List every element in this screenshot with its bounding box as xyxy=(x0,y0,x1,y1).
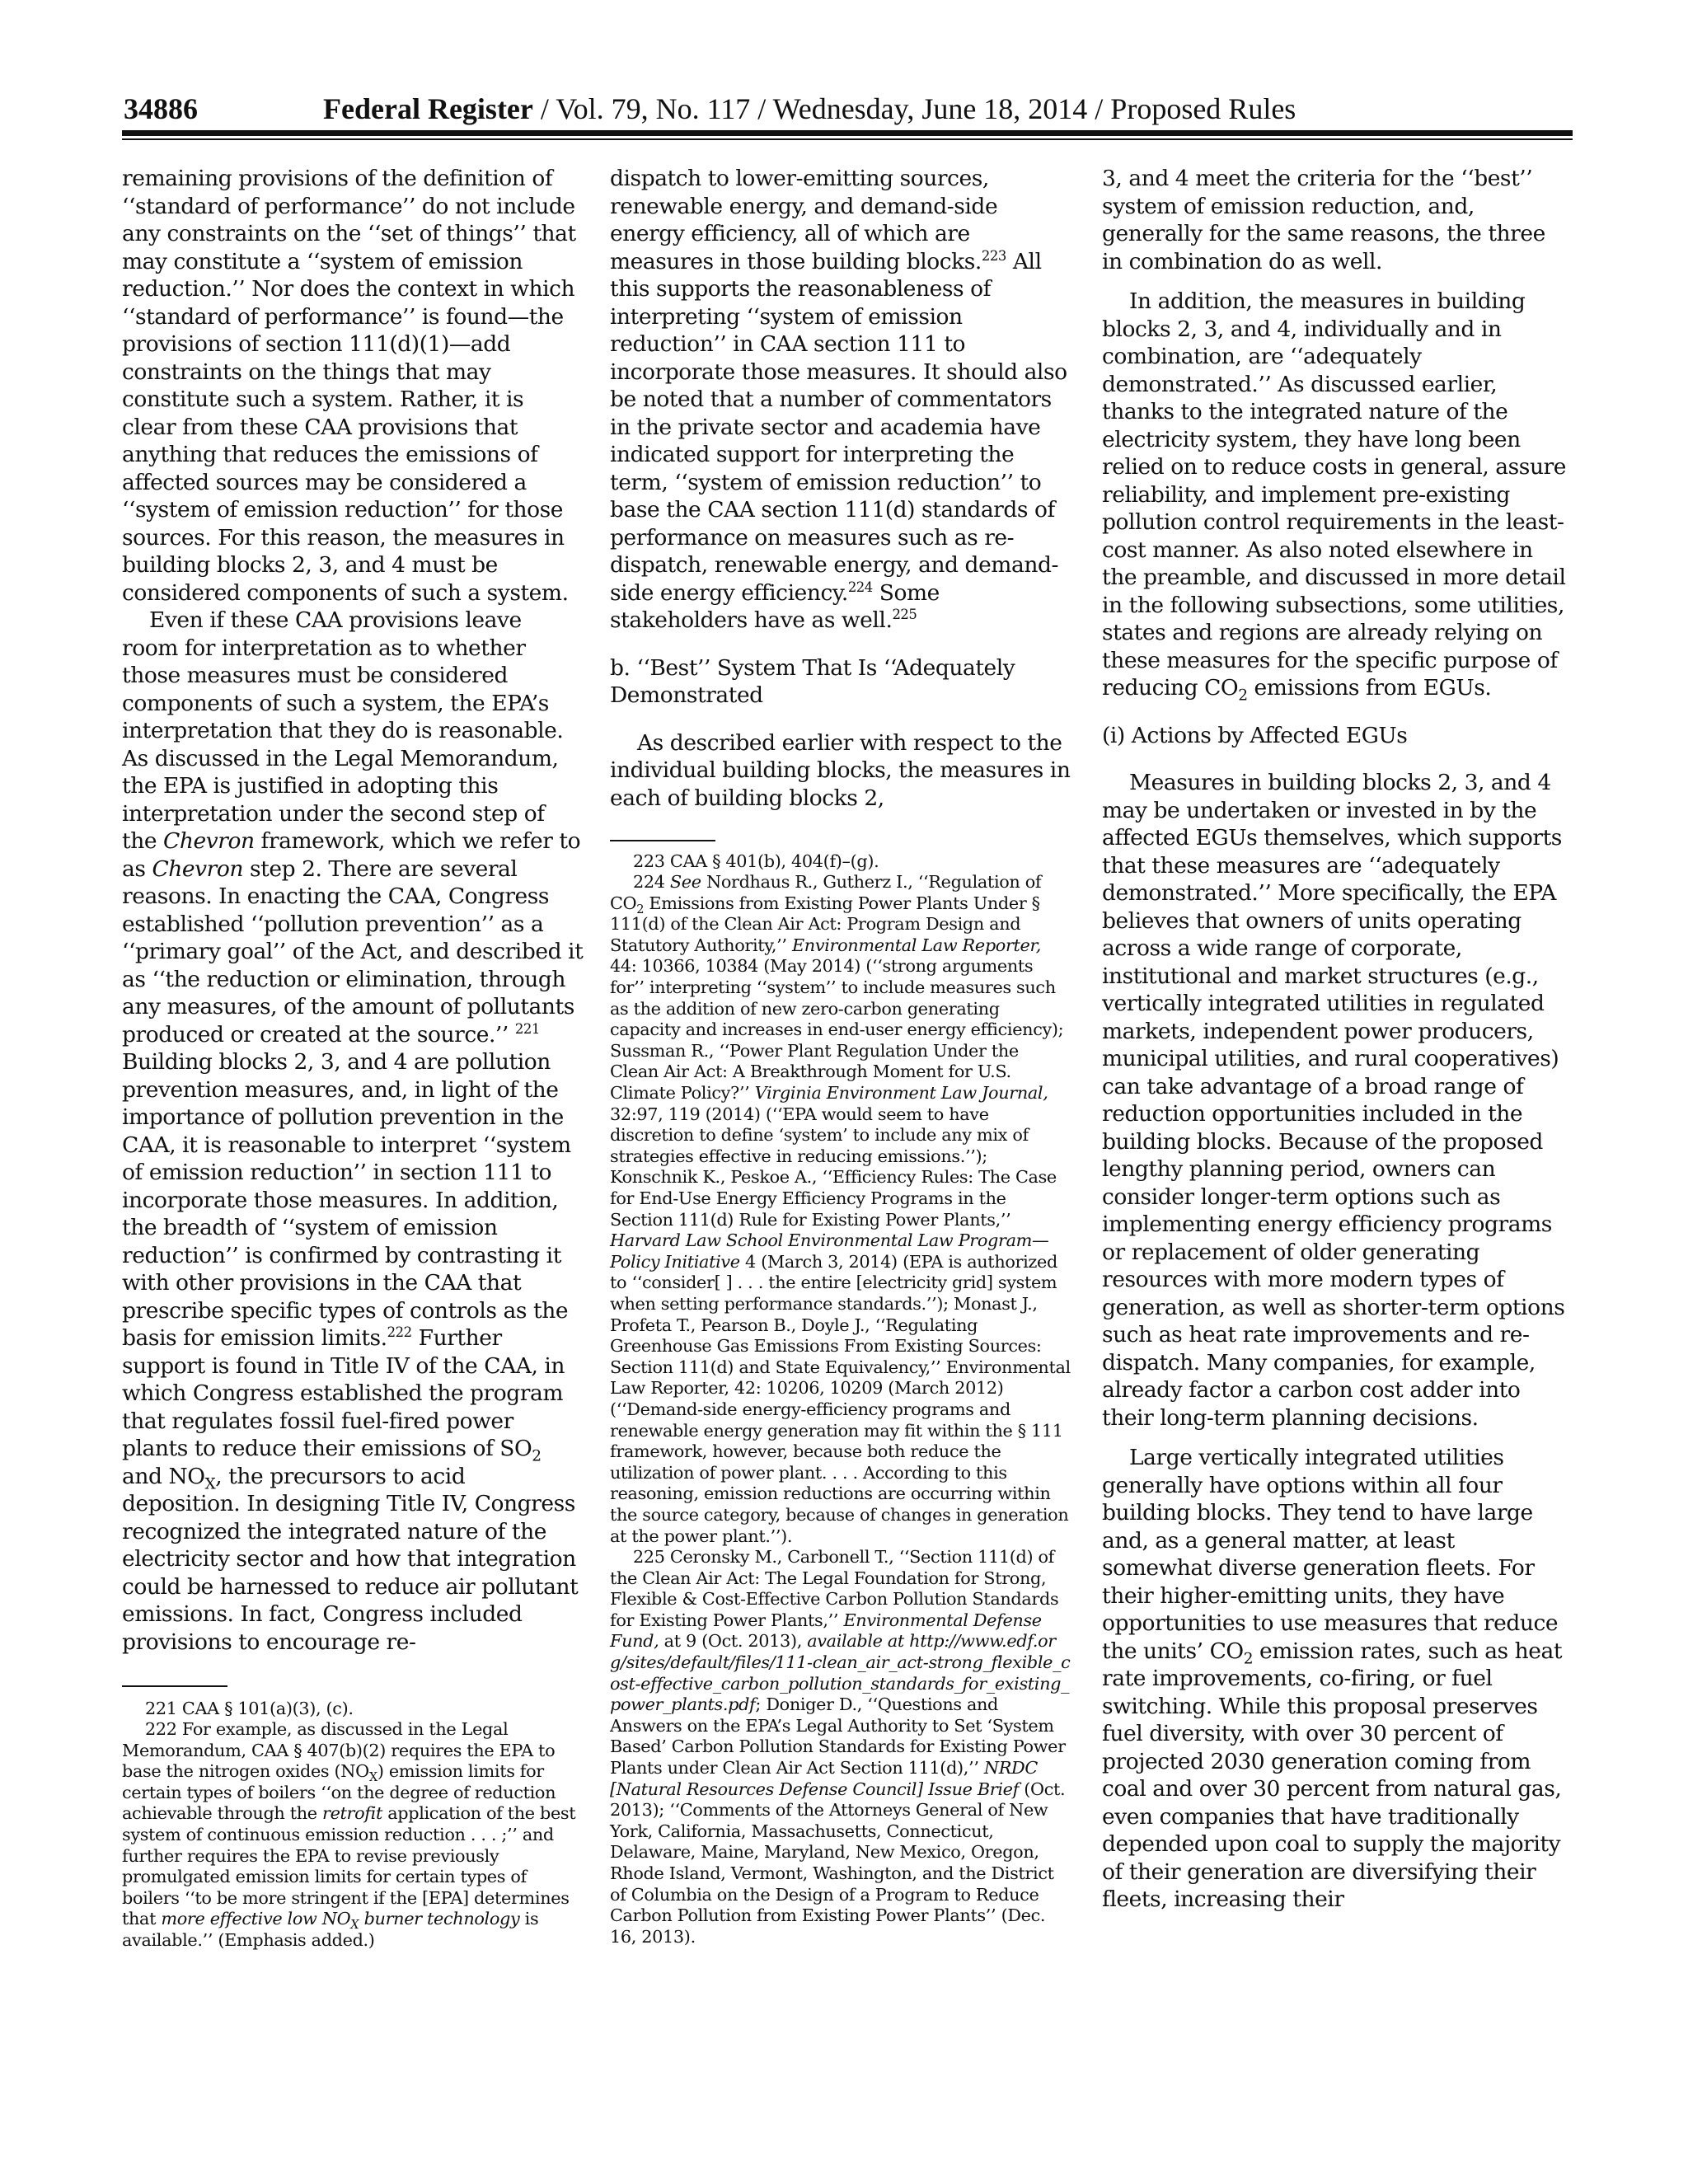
paragraph xyxy=(1102,1444,1568,1914)
case-name: Chevron xyxy=(152,855,244,882)
column-3 xyxy=(1102,165,1568,1914)
subscript: 2 xyxy=(532,1447,542,1465)
text-run: emissions from EGUs. xyxy=(1247,675,1492,701)
case-name: Chevron xyxy=(163,828,255,854)
running-head xyxy=(323,89,1296,129)
text-run: emission rates, such as heat rate improvements, co-firing, or fuel switching. While this proposal preserves fuel diversity, with over 30 percent of projected 2030 generation coming from coal and over 30 percent from natural gas, even companies that have traditionally depended upon coal to supply the majority of their generation are diversifying their fleets, increasing their xyxy=(1102,1638,1563,1912)
page-number: 34886 xyxy=(124,92,198,125)
subscript: X xyxy=(204,1474,216,1493)
footnote-rule xyxy=(610,840,715,841)
text-run: 32:97, 119 (2014) (‘‘EPA would seem to have discretion to define ‘system’ to include any mix of strategies effective in reducing emissions.’’); Konschnik K., Peskoe A., ‘‘Efficiency Rules: The Case for End-Use Energy Efficiency Programs in the Section 111(d) Rule for Existing Power Plants,’’ xyxy=(610,1104,1057,1230)
text-run: 4 (March 3, 2014) (EPA is authorized to ‘‘consider[ ] . . . the entire [electricity grid] system when setting performance standards.’’); Monast J., Profeta T., Pearson B., Doyle J., ‘‘Regulating Greenhouse Gas Emissions From Existing Sources: Section 111(d) and State Equivalency,’’ Environmental Law Reporter, 42: 10206, 10209 (March 2012) (‘‘Demand-side energy-efficiency programs and renewable energy generation may fit within the § 111 framework, however, because both reduce the utilization of power plant. . . . According to this reasoning, emission reductions are occurring within the source category, because of changes in generation at the power plant.’’). xyxy=(610,1251,1071,1546)
text-run: at 9 (Oct. 2013), xyxy=(659,1631,808,1652)
text-run: 44: 10366, 10384 (May 2014) (‘‘strong arguments for’’ interpreting ‘‘system’’ to include measures such as the addition of new zero-carbon generating capacity and increases in end-user energy efficiency); Sussman R., ‘‘Power Plant Regulation Under the Clean Air Act: A Breakthrough Moment for U.S. Climate Policy?’’ xyxy=(610,956,1064,1104)
text-run: 222 For example, as discussed in the Legal Memorandum, CAA § 407(b)(2) requires the EPA to base the nitrogen oxides (NO xyxy=(122,1719,556,1782)
text-run: Large vertically integrated utilities generally have options within all four building blocks. They tend to have large and, as a general matter, at least somewhat diverse generation fleets. For their higher-emitting units, they have opportunities to use measures that reduce the units’ CO xyxy=(1102,1445,1559,1664)
journal-title: Environmental Defense Fund, xyxy=(610,1610,1042,1652)
footnote-221: 221 CAA § 101(a)(3), (c). xyxy=(145,1698,354,1718)
publication-title: Federal Register xyxy=(323,92,533,125)
paragraph xyxy=(610,165,1071,635)
journal-title: NRDC [Natural Resources Defense Council] Issue Brief xyxy=(610,1758,1038,1799)
text-run: , the precursors to acid deposition. In designing Title IV, Congress recognized the integrated nature of the electricity sector and how that integration could be harnessed to reduce air pollutant emissions. In fact, Congress included provisions to encourage re- xyxy=(122,1463,579,1655)
text-run: ) emission limits for certain types of boilers ‘‘on the degree of reduction achievable through the xyxy=(122,1761,556,1824)
journal-title: Environmental Law Reporter, xyxy=(791,935,1042,955)
header-rule-thin xyxy=(122,138,1573,140)
footnote-ref-222[interactable]: 222 xyxy=(387,1324,412,1341)
paragraph xyxy=(1102,288,1568,705)
text-run: Emissions from Existing Power Plants Under § 111(d) of the Clean Air Act: Program Design and Statutory Authority,’’ xyxy=(610,893,1040,955)
text-run: Nordhaus R., Gutherz I., ‘‘Regulation of CO xyxy=(610,872,1042,913)
text-run: and NO xyxy=(122,1463,205,1489)
running-header xyxy=(122,89,1573,129)
header-rule-thick xyxy=(122,130,1573,136)
footnote-222 xyxy=(122,1719,584,1952)
text-run: Building blocks 2, 3, and 4 are pollution prevention measures, and, in light of the importance of pollution prevention in the CAA, it is reasonable to interpret ‘‘system of emission reduction’’ in section 111 to incorporate those measures. In addition, the breadth of ‘‘system of emission reduction’’ is confirmed by contrasting it with other provisions in the CAA that prescribe specific types of controls as the basis for emission limits. xyxy=(122,1049,571,1351)
column-2 xyxy=(610,165,1071,1947)
paragraph: Measures in building blocks 2, 3, and 4 may be undertaken or invested in by the affected EGUs themselves, which supports that these measures are ‘‘adequately demonstrated.’’ More specifically, the EPA believes that owners of units operating across a wide range of corporate, institutional and market structures (e.g., vertically integrated utilities in regulated markets, independent power producers, municipal utilities, and rural cooperatives) can take advantage of a broad range of reduction opportunities included in the building blocks. Because of the proposed lengthy planning period, owners can consider longer-term options such as implementing energy efficiency programs or replacement of older generating resources with more modern types of generation, as well as shorter-term options such as heat rate improvements and re-dispatch. Many companies, for example, already factor a carbon cost adder into their long-term planning decisions. xyxy=(1102,770,1565,1431)
paragraph xyxy=(122,607,584,1656)
emphasis: See xyxy=(669,872,701,893)
subscript: 2 xyxy=(636,902,645,916)
emphasis: retrofit xyxy=(321,1803,382,1824)
emphasis: more effective low NO xyxy=(161,1909,351,1929)
text-run: Even if these CAA provisions leave room for interpretation as to whether those measures must be considered components of such a system, the EPA’s interpretation that they do is reasonable. As discussed in the Legal Memorandum, the EPA is justified in adopting this interpretation under the second step of the xyxy=(122,607,564,854)
emphasis: burner technology xyxy=(359,1909,520,1929)
text-run: application of the best system of continuous emission reduction . . . ;’’ and further requires the EPA to revise previously promulgated emission limits for certain types of boilers ‘‘to be more stringent if the [EPA] determines that xyxy=(122,1803,576,1929)
section-heading-i: (i) Actions by Affected EGUs xyxy=(1102,722,1408,748)
paragraph xyxy=(122,165,584,607)
text-run: framework, which we refer to as xyxy=(122,828,581,882)
footnote-223: 223 CAA § 401(b), 404(f)–(g). xyxy=(633,851,879,871)
text-run: 225 Ceronsky M., Carbonell T., ‘‘Section 111(d) of the Clean Air Act: The Legal Foundation for Strong, Flexible & Cost-Effective Carbon Pollution Standards for Existing Power Plants,’’ xyxy=(610,1547,1059,1630)
text-run: ; Doniger D., ‘‘Questions and Answers on the EPA’s Legal Authority to Set ‘System Based’ Carbon Pollution Standards for Existing Power Plants under Clean Air Act Section 111(d),’’ xyxy=(610,1694,1066,1779)
text-run: is available.’’ (Emphasis added.) xyxy=(122,1909,539,1951)
issue-info: / Vol. 79, No. 117 / Wednesday, June 18, 2014 / Proposed Rules xyxy=(532,92,1296,125)
section-heading-b: b. ‘‘Best’’ System That Is ‘‘Adequately Demonstrated xyxy=(610,654,1015,708)
column-1 xyxy=(122,165,584,1952)
paragraph: As described earlier with respect to the individual building blocks, the measures in each of building blocks 2, xyxy=(610,729,1071,811)
text-run: (Oct. 2013); ‘‘Comments of the Attorneys General of New York, California, Massachusetts, Connecticut, Delaware, Maine, Maryland, New Mexico, Oregon, Rhode Island, Vermont, Washington, and the District of Columbia on the Design of a Program to Reduce Carbon Pollution from Existing Power Plants’’ (Dec. 16, 2013). xyxy=(610,1779,1066,1947)
text-run: 224 xyxy=(633,872,670,893)
citation-url[interactable]: available at http://www.edf.org/sites/default/files/111-clean_air_act-strong_flexible_cost-effective_carbon_pollution_standards_for_existing_power_plants.pdf xyxy=(610,1631,1071,1715)
footnote-ref-221[interactable]: 221 xyxy=(514,1020,540,1037)
text-run: Further support is found in Title IV of the CAA, in which Congress established the program that regulates fossil fuel-fired power plants to reduce their emissions of SO xyxy=(122,1325,565,1461)
text-run: All this supports the reasonableness of interpreting ‘‘system of emission reduction’’ in CAA section 111 to incorporate those measures. It should also be noted that a number of commentators in the private sector and academia have indicated support for interpreting the term, ‘‘system of emission reduction’’ to base the CAA section 111(d) standards of performance on measures such as re-dispatch, renewable energy, and demand-side energy efficiency. xyxy=(610,248,1067,606)
footnote-rule xyxy=(122,1685,227,1687)
journal-title: Harvard Law School Environmental Law Program—Policy Initiative xyxy=(610,1230,1049,1272)
text-run: In addition, the measures in building blocks 2, 3, and 4, individually and in combination, are ‘‘adequately demonstrated.’’ As discussed earlier, thanks to the integrated nature of the electricity system, they have long been relied on to reduce costs in general, assure reliability, and implement pre-existing pollution control requirements in the least-cost manner. As also noted elsewhere in the preamble, and discussed in more detail in the following subsections, some utilities, states and regions are already relying on these measures for the specific purpose of reducing CO xyxy=(1102,288,1567,701)
footnote-225 xyxy=(610,1547,1071,1947)
journal-title: Virginia Environment Law Journal, xyxy=(754,1083,1048,1104)
subscript: 2 xyxy=(1238,687,1248,705)
subscript: X xyxy=(350,1918,359,1933)
paragraph: 3, and 4 meet the criteria for the ‘‘best’’ system of emission reduction, and, generally for the same reasons, the three in combination do as well. xyxy=(1102,166,1545,274)
subscript: X xyxy=(368,1770,377,1785)
footnote-ref-225[interactable]: 225 xyxy=(892,607,917,623)
footnote-ref-223[interactable]: 223 xyxy=(981,247,1006,264)
text-run: dispatch to lower-emitting sources, renewable energy, and demand-side energy efficiency, all of which are measures in those building blocks. xyxy=(610,166,998,274)
footnote-ref-224[interactable]: 224 xyxy=(847,579,873,595)
text-run: step 2. There are several reasons. In enacting the CAA, Congress established ‘‘pollution prevention’’ as a ‘‘primary goal’’ of the Act, and described it as ‘‘the reduction or elimination, through any measures, of the amount of pollutants produced or created at the source.’’ xyxy=(122,855,584,1047)
subscript: 2 xyxy=(1243,1649,1254,1667)
text-run: remaining provisions of the definition of ‘‘standard of performance’’ do not include any constraints on the ‘‘set of things’’ that may constitute a ‘‘system of emission reduction.’’ Nor does the context in which ‘‘standard of performance’’ is found—the provisions of section 111(d)(1)—add constraints on the things that may constitute such a system. Rather, it is clear from these CAA provisions that anything that reduces the emissions of affected sources may be considered a ‘‘system of emission reduction’’ for those sources. For this reason, the measures in building blocks 2, 3, and 4 must be considered components of such a system. xyxy=(122,166,576,606)
text-run: Some stakeholders have as well. xyxy=(610,579,940,633)
footnote-224 xyxy=(610,872,1071,1547)
